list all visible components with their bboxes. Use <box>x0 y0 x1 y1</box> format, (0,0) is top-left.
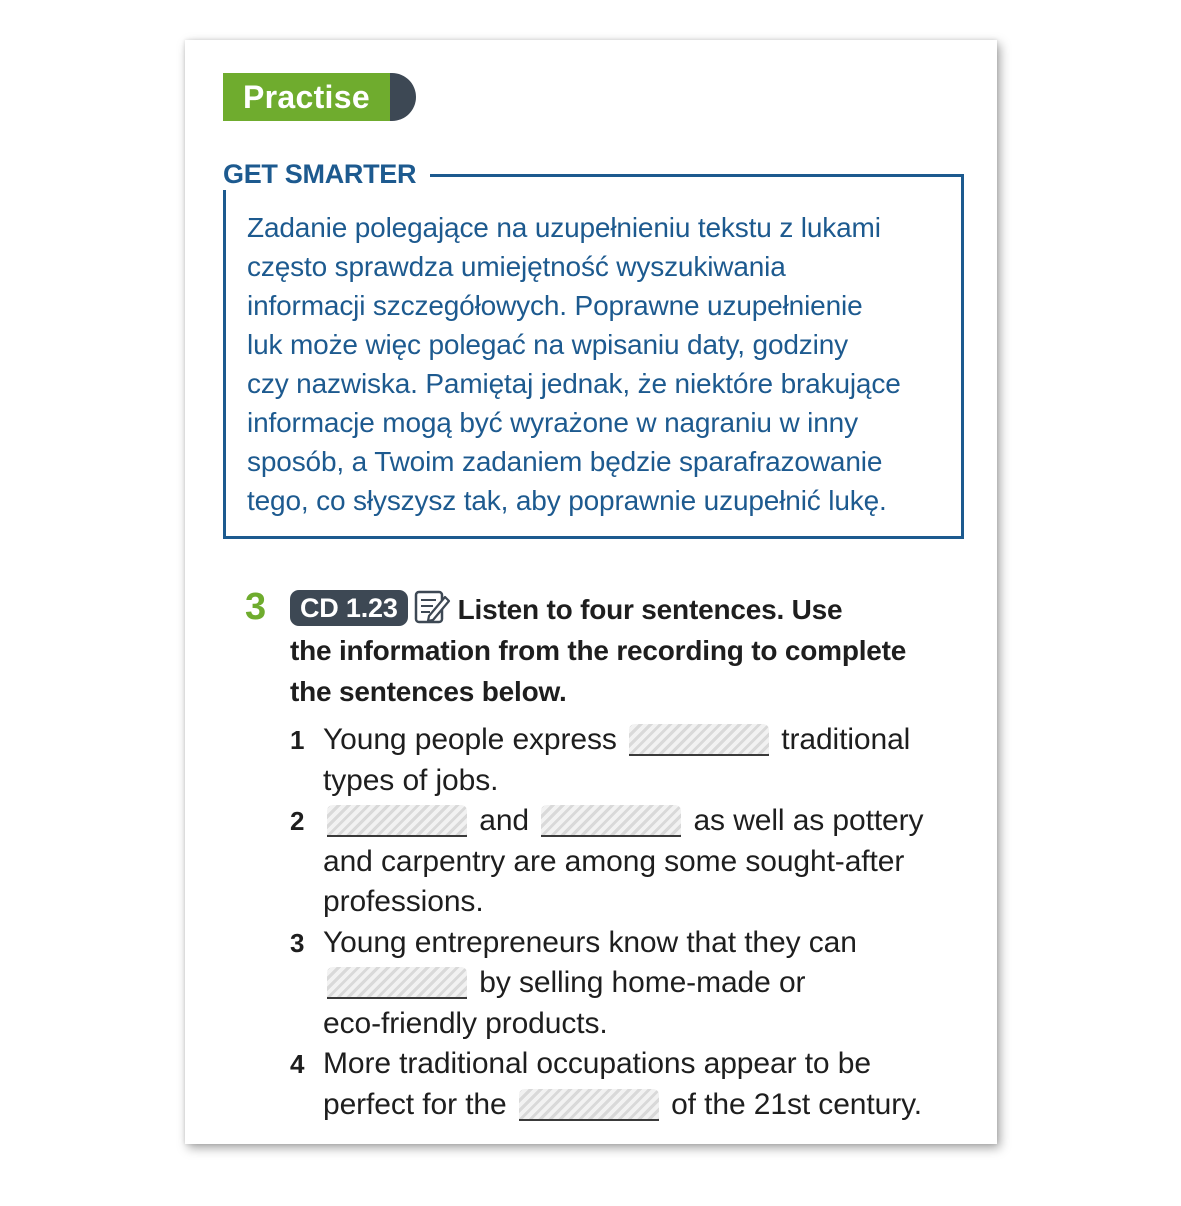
practise-label: Practise <box>223 73 390 121</box>
sentence-fragment: professions. <box>323 885 484 918</box>
sentence-text <box>323 720 980 801</box>
sentence-fragment: and <box>471 804 538 837</box>
instruction-line: the information from the recording to complete <box>290 635 907 666</box>
sentence-line <box>323 963 980 1004</box>
sentence-fragment: and carpentry are among some sought-after <box>323 844 905 878</box>
practise-tag-tail <box>390 73 416 121</box>
sentence-line <box>323 1085 980 1126</box>
sentence-line <box>323 923 980 964</box>
get-smarter-heading: GET SMARTER <box>223 158 430 190</box>
sentence-line <box>323 801 980 842</box>
sentence-fragment: Young entrepreneurs know that they can <box>323 925 857 959</box>
sentence-fragment: traditional <box>773 723 911 756</box>
sentence-line <box>323 842 980 883</box>
instruction-line: the sentences below. <box>290 676 567 707</box>
practise-tag <box>223 73 416 121</box>
sentence-number: 3 <box>290 927 305 958</box>
sentence-fragment: More traditional occupations appear to be <box>323 1047 871 1080</box>
sentence-text <box>323 923 980 1045</box>
get-smarter-line: tego, co słyszysz tak, aby poprawnie uzupełnić lukę. <box>247 485 887 516</box>
get-smarter-line: informacje mogą być wyrażone w nagraniu w inny <box>247 407 858 438</box>
get-smarter-line: często sprawdza umiejętność wyszukiwania <box>247 251 786 282</box>
sentence-number: 4 <box>290 1049 305 1079</box>
sentence-line <box>323 1044 980 1085</box>
sentence-line <box>323 761 980 802</box>
get-smarter-text <box>247 208 959 520</box>
get-smarter-line: sposób, a Twoim zadaniem będzie sparafrazowanie <box>247 446 883 477</box>
sentence-fragment: types of jobs. <box>323 763 499 797</box>
instruction-line <box>290 589 980 630</box>
sentence-fragment: by selling home-made or <box>471 966 806 999</box>
sentence-line <box>323 882 980 923</box>
get-smarter-line: informacji szczegółowych. Poprawne uzupełnienie <box>247 290 863 321</box>
sentence-text <box>323 1044 980 1125</box>
answer-gap[interactable] <box>519 1089 659 1121</box>
answer-gap[interactable] <box>541 805 681 837</box>
textbook-page <box>185 40 997 1144</box>
sentence-item <box>290 801 980 923</box>
sentence-line <box>323 1004 980 1045</box>
sentence-line <box>323 720 980 761</box>
exercise-number: 3 <box>245 586 267 628</box>
sentence-fragment: Young people express <box>323 723 626 756</box>
get-smarter-line: Zadanie polegające na uzupełnieniu tekstu z lukami <box>247 212 881 243</box>
instruction-text: Listen to four sentences. Use <box>457 594 843 625</box>
answer-gap[interactable] <box>327 967 467 999</box>
exercise-instruction <box>290 589 980 712</box>
sentence-number: 2 <box>290 806 305 836</box>
sentence-fragment: as well as pottery <box>685 804 924 837</box>
sentence-fragment: perfect for the <box>323 1087 515 1121</box>
sentence-fragment: eco-friendly products. <box>323 1006 608 1040</box>
sentence-item <box>290 720 980 801</box>
sentence-list <box>290 720 980 1125</box>
sentence-item <box>290 923 980 1045</box>
sentence-item <box>290 1044 980 1125</box>
get-smarter-line: czy nazwiska. Pamiętaj jednak, że niektóre brakujące <box>247 368 901 399</box>
cd-track-badge[interactable]: CD 1.23 <box>290 590 408 626</box>
answer-gap[interactable] <box>327 805 467 837</box>
pencil-notebook-icon <box>414 589 452 625</box>
get-smarter-line: luk może więc polegać na wpisaniu daty, godziny <box>247 329 848 360</box>
sentence-fragment: of the 21st century. <box>662 1087 922 1121</box>
sentence-number: 1 <box>290 725 305 755</box>
sentence-text <box>323 801 980 923</box>
answer-gap[interactable] <box>629 724 769 756</box>
